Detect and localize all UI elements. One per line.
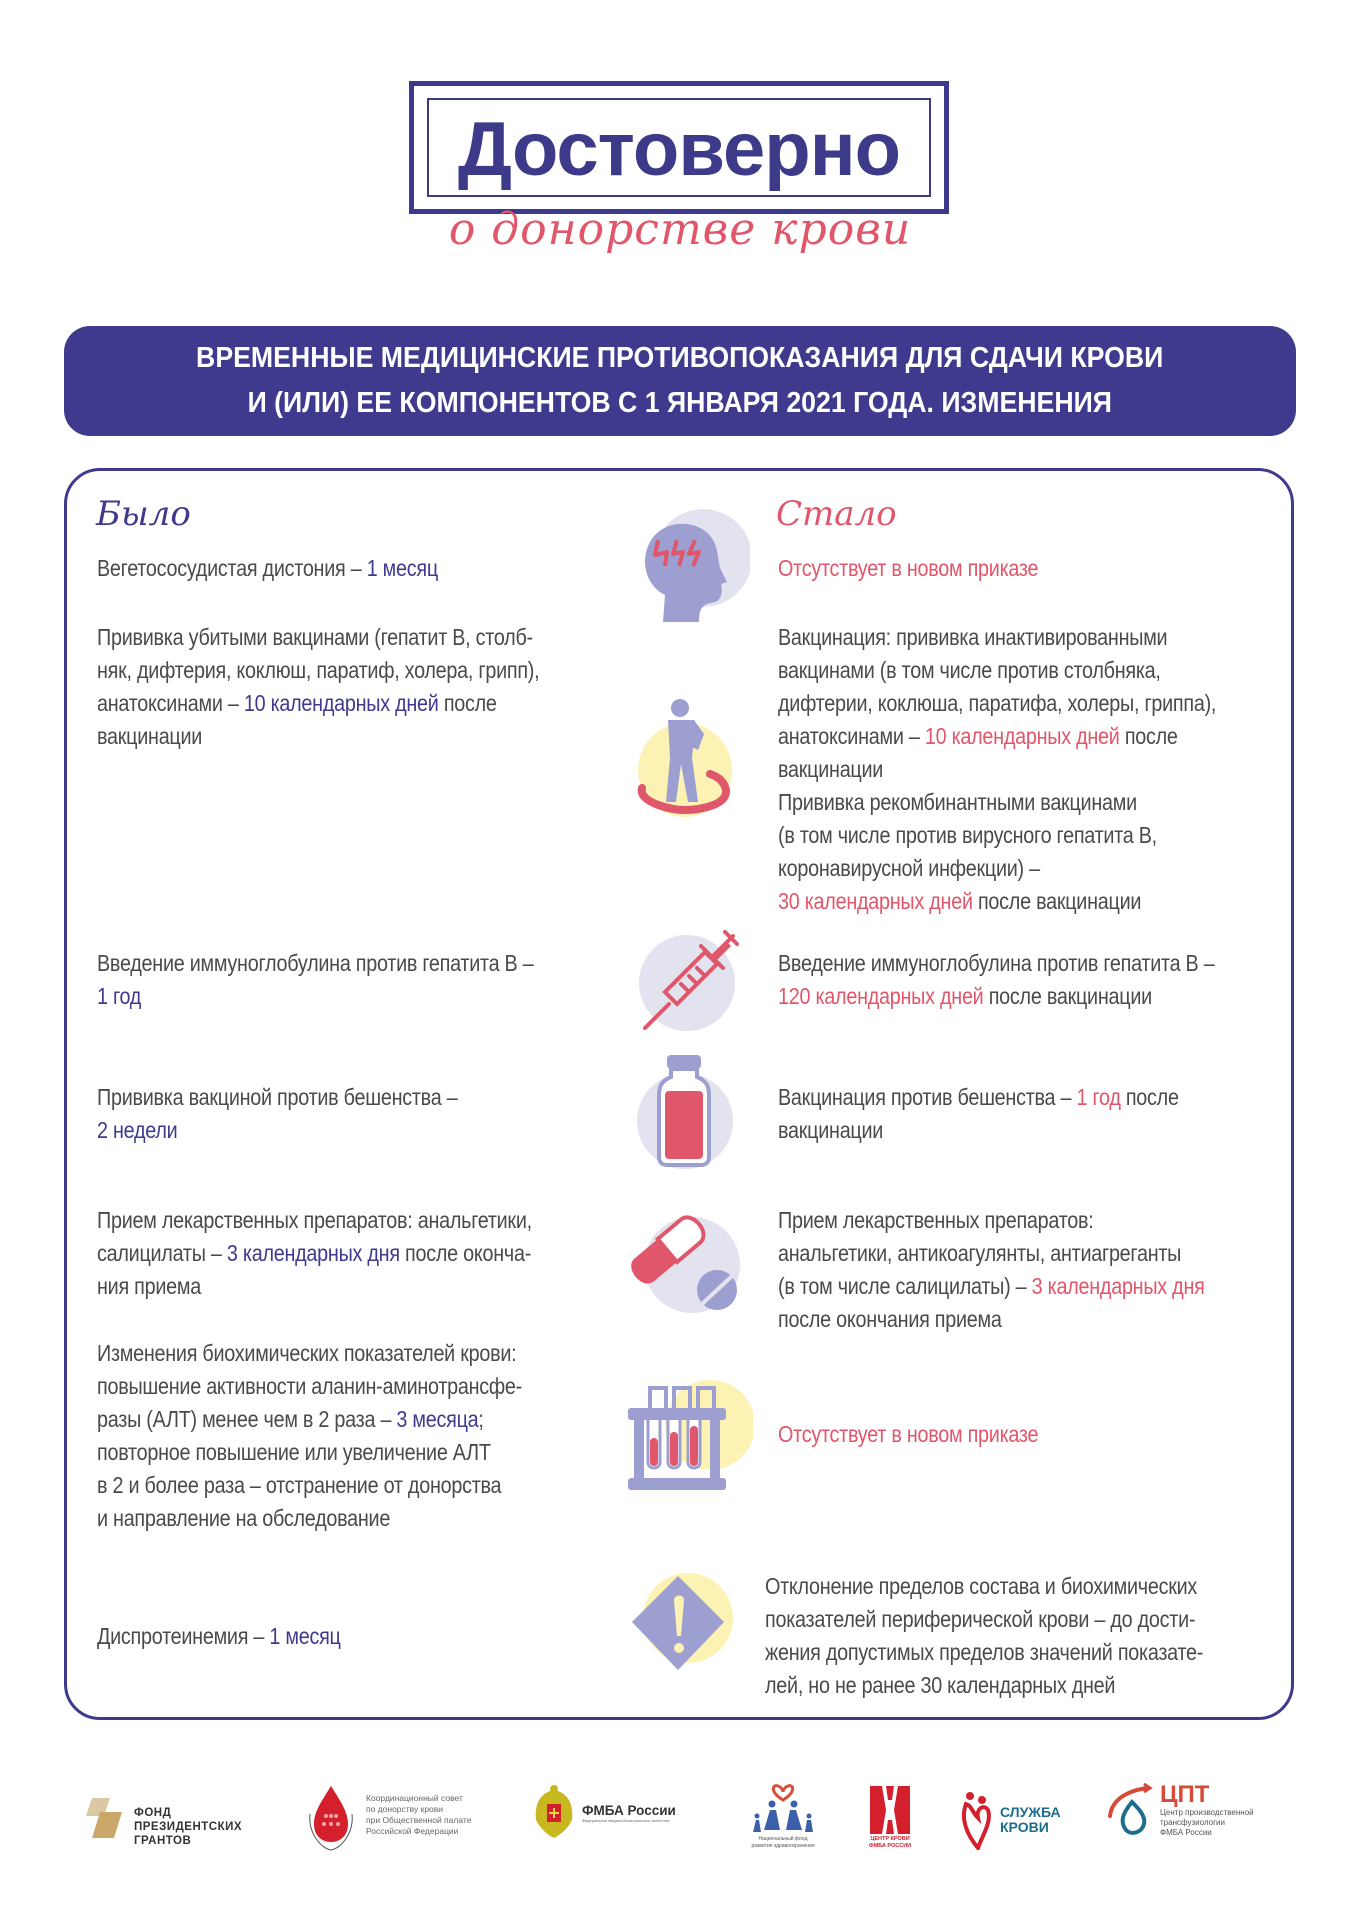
test-tubes-icon xyxy=(628,1380,753,1495)
logo-cpt: ЦПТ Центр производственной трансфузиологии ФМБА России xyxy=(1104,1780,1254,1840)
row-2-now: Вакцинация: прививка инактивированными вакцинами (в том числе против столбняка, дифтерии, коклюша, паратифа, холеры, гриппа), анатоксинами – 10 календарных дней после вакцинации Прививка рекомбинантными вакцинами (в том числе против вирусного гепатита В, коронавирусной инфекции) – 30 календарных дней после вакцинации xyxy=(778,624,1217,914)
row-3-now: Введение иммуноглобулина против гепатита В – 120 календарных дней после вакцинации xyxy=(778,950,1215,1009)
banner-line-1: ВРЕМЕННЫЕ МЕДИЦИНСКИЕ ПРОТИВОПОКАЗАНИЯ ДЛЯ СДАЧИ КРОВИ xyxy=(196,342,1164,374)
logo-title: Достоверно xyxy=(457,107,901,192)
logo-inner-frame xyxy=(427,98,931,197)
warning-icon xyxy=(630,1570,740,1685)
logo-coordination-council: Координационный совет по донорству крови при Общественной палате Российской Федерации xyxy=(306,1784,471,1852)
row-6-was: Изменения биохимических показателей крови: повышение активности аланин-аминотрансфе- разы (АЛТ) менее чем в 2 раза – 3 месяца; повторное повышение или увеличение АЛТ в 2 и более раза – отстранение от донорства и направление на обследование xyxy=(97,1340,523,1531)
blood-center-emblem-icon xyxy=(868,1784,912,1836)
cpt-drop-icon xyxy=(1104,1780,1154,1840)
row-3-was: Введение иммуноглобулина против гепатита В – 1 год xyxy=(97,950,534,1009)
row-7-now: Отклонение пределов состава и биохимических показателей периферической крови – до дости- жения допустимых пределов значений показате- лей, но не ранее 30 календарных дней xyxy=(765,1573,1204,1698)
person-standing-icon xyxy=(628,698,738,818)
column-heading-now: Стало xyxy=(776,494,897,534)
vial-icon xyxy=(635,1053,740,1173)
logo-national-health-fund: Национальный фонд развития здравоохранения xyxy=(750,1784,816,1850)
row-4-now: Вакцинация против бешенства – 1 год после вакцинации xyxy=(778,1084,1179,1143)
logo-fmba: ФМБА России Федеральное медико-биологическое агентство xyxy=(532,1784,676,1842)
fpg-emblem-icon xyxy=(84,1798,126,1838)
row-1-was: Вегетососудистая дистония – 1 месяц xyxy=(97,555,438,581)
syringe-icon xyxy=(625,928,740,1038)
row-2-was: Прививка убитыми вакцинами (гепатит В, столб- няк, дифтерия, коклюш, паратиф, холера, грипп), анатоксинами – 10 календарных дней после вакцинации xyxy=(97,624,540,749)
logo-blood-center-fmba: ЦЕНТР КРОВИ ФМБА РОССИИ xyxy=(868,1784,912,1850)
partner-logos xyxy=(0,1780,1358,1880)
logo-subtitle: о донорстве крови xyxy=(448,204,912,255)
row-4-was: Прививка вакциной против бешенства – 2 недели xyxy=(97,1084,458,1143)
row-5-now: Прием лекарственных препаратов: анальгетики, антикоагулянты, антиагреганты (в том числе салицилаты) – 3 календарных дня после окончания приема xyxy=(778,1207,1205,1332)
head-stress-icon xyxy=(625,500,750,625)
pills-icon xyxy=(622,1200,747,1325)
row-5-was: Прием лекарственных препаратов: анальгетики, салицилаты – 3 календарных дня после оконча- ния приема xyxy=(97,1207,532,1299)
double-eagle-emblem-icon xyxy=(532,1784,576,1842)
row-6-now: Отсутствует в новом приказе xyxy=(778,1421,1039,1447)
blood-drop-hands-icon xyxy=(306,1784,356,1852)
blood-service-heart-icon xyxy=(960,1790,994,1850)
title-banner xyxy=(64,326,1296,436)
banner-line-2: И (ИЛИ) ЕЕ КОМПОНЕНТОВ С 1 ЯНВАРЯ 2021 ГОДА. ИЗМЕНЕНИЯ xyxy=(247,387,1113,419)
logo-blood-service: СЛУЖБА КРОВИ xyxy=(960,1790,1061,1850)
row-7-was: Диспротеинемия – 1 месяц xyxy=(97,1623,341,1649)
family-heart-icon xyxy=(750,1784,816,1836)
row-1-now: Отсутствует в новом приказе xyxy=(778,555,1039,581)
logo-presidential-grants-fund: ФОНД ПРЕЗИДЕНТСКИХ ГРАНТОВ xyxy=(84,1788,242,1848)
logo-frame xyxy=(409,81,949,214)
column-heading-was: Было xyxy=(96,494,191,534)
